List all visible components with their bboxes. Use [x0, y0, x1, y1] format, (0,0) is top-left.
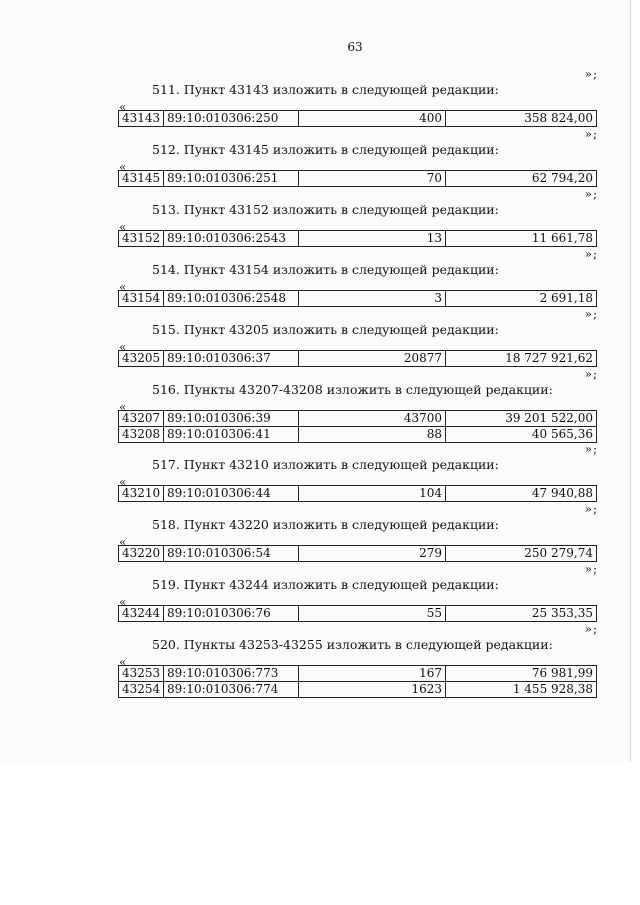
- area-cell: 400: [299, 111, 446, 127]
- cadastral-number-cell: 89:10:010306:774: [164, 682, 299, 698]
- cadastral-value-cell: 39 201 522,00: [446, 411, 597, 427]
- amendment-table: [118, 545, 597, 562]
- cadastral-value-cell: 76 981,99: [446, 666, 597, 682]
- cadastral-value-cell: 47 940,88: [446, 486, 597, 502]
- closing-quote: »;: [584, 367, 598, 381]
- closing-quote: »;: [584, 127, 598, 141]
- amendment-table: [118, 410, 597, 443]
- amendment-heading: 515. Пункт 43205 изложить в следующей редакции:: [152, 322, 499, 337]
- cadastral-number-cell: 89:10:010306:250: [164, 111, 299, 127]
- amendment-table: [118, 485, 597, 502]
- amendment-table: [118, 230, 597, 247]
- cadastral-value-cell: 18 727 921,62: [446, 351, 597, 367]
- opening-quote: «: [119, 400, 127, 414]
- area-cell: 88: [299, 427, 446, 443]
- cadastral-value-cell: 250 279,74: [446, 546, 597, 562]
- page-number: 63: [347, 40, 363, 54]
- amendment-heading: 516. Пункты 43207-43208 изложить в следующей редакции:: [152, 382, 553, 397]
- table-row: [119, 171, 597, 187]
- opening-quote: «: [119, 220, 127, 234]
- row-number-cell: 43244: [119, 606, 164, 622]
- amendment-table: [118, 350, 597, 367]
- closing-quote: »;: [584, 67, 598, 81]
- amendment-table: [118, 170, 597, 187]
- amendment-heading: 519. Пункт 43244 изложить в следующей редакции:: [152, 577, 499, 592]
- amendment-heading: 517. Пункт 43210 изложить в следующей редакции:: [152, 457, 499, 472]
- opening-quote: «: [119, 280, 127, 294]
- cadastral-value-cell: 62 794,20: [446, 171, 597, 187]
- table-row: [119, 351, 597, 367]
- row-number-cell: 43208: [119, 427, 164, 443]
- row-number-cell: 43143: [119, 111, 164, 127]
- table-row: [119, 231, 597, 247]
- opening-quote: «: [119, 100, 127, 114]
- area-cell: 13: [299, 231, 446, 247]
- amendment-heading: 511. Пункт 43143 изложить в следующей редакции:: [152, 82, 499, 97]
- amendment-table: [118, 110, 597, 127]
- area-cell: 70: [299, 171, 446, 187]
- cadastral-number-cell: 89:10:010306:251: [164, 171, 299, 187]
- amendment-table: [118, 605, 597, 622]
- area-cell: 104: [299, 486, 446, 502]
- cadastral-number-cell: 89:10:010306:41: [164, 427, 299, 443]
- area-cell: 167: [299, 666, 446, 682]
- row-number-cell: 43210: [119, 486, 164, 502]
- table-row: [119, 682, 597, 698]
- cadastral-value-cell: 1 455 928,38: [446, 682, 597, 698]
- area-cell: 279: [299, 546, 446, 562]
- opening-quote: «: [119, 475, 127, 489]
- opening-quote: «: [119, 340, 127, 354]
- cadastral-number-cell: 89:10:010306:2548: [164, 291, 299, 307]
- area-cell: 3: [299, 291, 446, 307]
- row-number-cell: 43253: [119, 666, 164, 682]
- cadastral-number-cell: 89:10:010306:54: [164, 546, 299, 562]
- closing-quote: »;: [584, 187, 598, 201]
- area-cell: 20877: [299, 351, 446, 367]
- amendment-heading: 520. Пункты 43253-43255 изложить в следующей редакции:: [152, 637, 553, 652]
- table-row: [119, 111, 597, 127]
- amendment-table: [118, 290, 597, 307]
- amendment-heading: 512. Пункт 43145 изложить в следующей редакции:: [152, 142, 499, 157]
- cadastral-number-cell: 89:10:010306:37: [164, 351, 299, 367]
- amendment-heading: 513. Пункт 43152 изложить в следующей редакции:: [152, 202, 499, 217]
- cadastral-number-cell: 89:10:010306:76: [164, 606, 299, 622]
- opening-quote: «: [119, 160, 127, 174]
- row-number-cell: 43152: [119, 231, 164, 247]
- cadastral-value-cell: 358 824,00: [446, 111, 597, 127]
- cadastral-number-cell: 89:10:010306:773: [164, 666, 299, 682]
- row-number-cell: 43154: [119, 291, 164, 307]
- table-row: [119, 486, 597, 502]
- opening-quote: «: [119, 655, 127, 669]
- cadastral-number-cell: 89:10:010306:2543: [164, 231, 299, 247]
- row-number-cell: 43254: [119, 682, 164, 698]
- row-number-cell: 43145: [119, 171, 164, 187]
- closing-quote: »;: [584, 442, 598, 456]
- cadastral-value-cell: 11 661,78: [446, 231, 597, 247]
- closing-quote: »;: [584, 502, 598, 516]
- row-number-cell: 43205: [119, 351, 164, 367]
- amendment-heading: 518. Пункт 43220 изложить в следующей редакции:: [152, 517, 499, 532]
- cadastral-value-cell: 25 353,35: [446, 606, 597, 622]
- table-row: [119, 411, 597, 427]
- area-cell: 1623: [299, 682, 446, 698]
- table-row: [119, 546, 597, 562]
- table-row: [119, 427, 597, 443]
- closing-quote: »;: [584, 562, 598, 576]
- table-row: [119, 606, 597, 622]
- area-cell: 55: [299, 606, 446, 622]
- opening-quote: «: [119, 535, 127, 549]
- closing-quote: »;: [584, 247, 598, 261]
- closing-quote: »;: [584, 622, 598, 636]
- table-row: [119, 666, 597, 682]
- closing-quote: »;: [584, 307, 598, 321]
- cadastral-value-cell: 2 691,18: [446, 291, 597, 307]
- amendment-table: [118, 665, 597, 698]
- amendment-heading: 514. Пункт 43154 изложить в следующей редакции:: [152, 262, 499, 277]
- cadastral-number-cell: 89:10:010306:39: [164, 411, 299, 427]
- opening-quote: «: [119, 595, 127, 609]
- cadastral-number-cell: 89:10:010306:44: [164, 486, 299, 502]
- cadastral-value-cell: 40 565,36: [446, 427, 597, 443]
- table-row: [119, 291, 597, 307]
- row-number-cell: 43220: [119, 546, 164, 562]
- row-number-cell: 43207: [119, 411, 164, 427]
- area-cell: 43700: [299, 411, 446, 427]
